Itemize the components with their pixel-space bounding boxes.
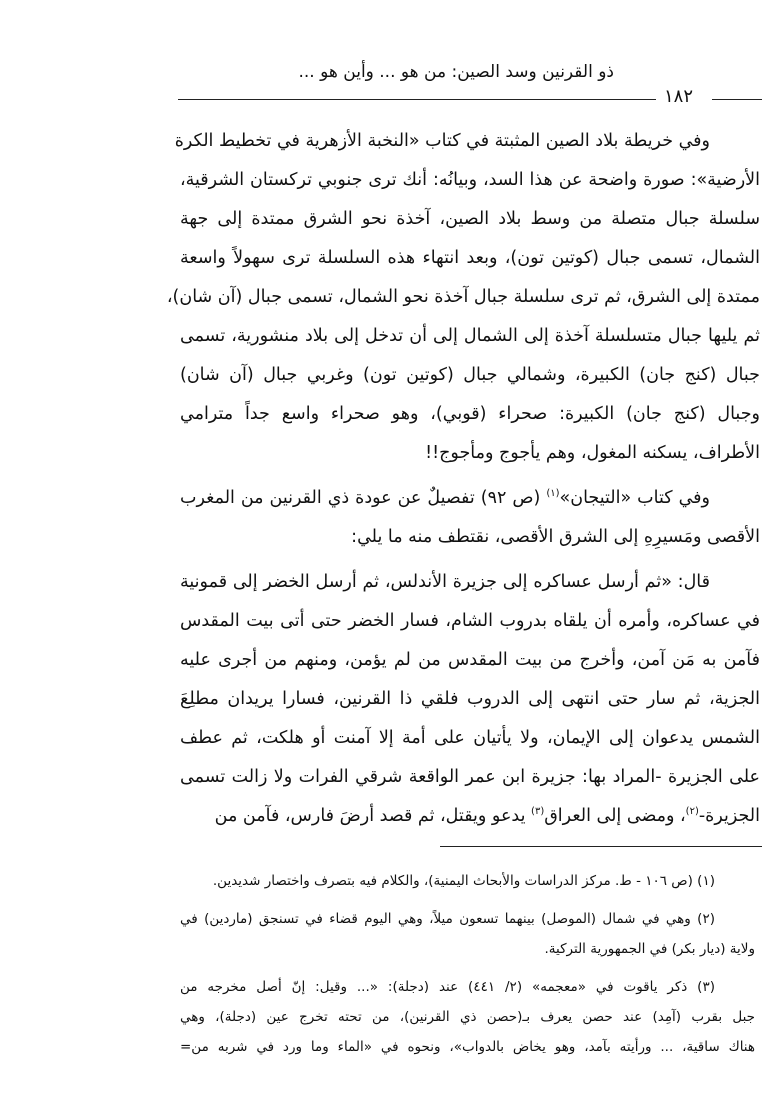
page-number-rule — [712, 99, 762, 100]
paragraph — [180, 479, 760, 557]
footnote-line: (٢) وهي في شمال (الموصل) بينهما تسعون ميلاً، وهي اليوم قضاء في تسنجق (ماردين) في — [180, 911, 715, 927]
running-header-title: ذو القرنين وسد الصين: من هو ... وأين هو ... — [298, 62, 614, 82]
text-line — [180, 563, 760, 602]
text-line — [180, 317, 760, 356]
footnote — [180, 866, 755, 896]
text-line — [180, 479, 760, 518]
footnote-marker: (٣) — [531, 806, 545, 818]
line-text: جبال (كنج جان) الكبيرة، وشمالي جبال (كوتين تون) وغربي جبال (آن شان) — [180, 365, 760, 385]
text-line — [166, 278, 760, 317]
line-text: سلسلة جبال متصلة من وسط بلاد الصين، آخذة نحو الشرق ممتدة إلى جهة — [180, 209, 760, 229]
line-text: وفي كتاب «التيجان» — [559, 488, 710, 508]
text-line — [174, 122, 760, 161]
text-line — [180, 719, 760, 758]
line-text: الأطراف، يسكنه المغول، وهم يأجوج ومأجوج!! — [425, 443, 760, 463]
footnote-line: (٣) ذكر ياقوت في «معجمه» (٢/ ٤٤١) عند (دجلة): «... وقيل: إنّ أصل مخرجه من — [180, 979, 715, 995]
line-text: الجزيرة- — [698, 806, 760, 826]
line-text: قال: «ثم أرسل عساكره إلى جزيرة الأندلس، ثم أرسل الخضر إلى قمونية — [180, 572, 710, 592]
text-line — [180, 239, 760, 278]
line-text: على الجزيرة -المراد بها: جزيرة ابن عمر الواقعة شرقي الفرات ولا زالت تسمى — [180, 767, 760, 787]
text-line — [180, 161, 760, 200]
text-line — [180, 758, 760, 797]
paragraph — [180, 563, 760, 836]
footnote-separator — [440, 846, 762, 847]
line-text: في عساكره، وأمره أن يلقاه بدروب الشام، فسار الخضر حتى أتى بيت المقدس — [180, 611, 760, 631]
line-text: الأقصى ومَسيرِهِ إلى الشرق الأقصى، نقتطف منه ما يلي: — [351, 527, 760, 547]
line-text: ممتدة إلى الشرق، ثم ترى سلسلة جبال آخذة نحو الشمال، تسمى جبال (آن شان)، — [166, 287, 760, 307]
body-text — [166, 122, 760, 842]
line-text: وفي خريطة بلاد الصين المثبتة في كتاب «النخبة الأزهرية في تخطيط الكرة — [174, 131, 710, 151]
text-line — [180, 680, 760, 719]
footnote-marker: (١) — [546, 488, 560, 500]
line-text: الجزية، ثم سار حتى انتهى إلى الدروب فلقي ذا القرنين، فسارا يريدان مطلِعَ — [180, 689, 760, 709]
footnote — [180, 972, 755, 1062]
footnote-line: هناك ساقية، ... ورأيته بآمد، وهو يخاض بالدواب»، ونحوه في «الماء وما ورد في شربه من= — [180, 1039, 755, 1055]
line-text: فآمن به مَن آمن، وأخرج من بيت المقدس من لم يؤمن، ومنهم من أجرى عليه — [180, 650, 760, 670]
line-text: الشمال، تسمى جبال (كوتين تون)، وبعد انتهاء هذه السلسلة ترى سهولاً واسعة — [180, 248, 760, 268]
page-number: ١٨٢ — [664, 86, 694, 107]
line-text: ، ومضى إلى العراق — [544, 806, 686, 826]
line-text: وجبال (كنج جان) الكبيرة: صحراء (قوبي)، وهو صحراء واسع جداً مترامي — [180, 404, 760, 424]
footnote-line: جبل بقرب (آمِد) عند حصن يعرف بـ(حصن ذي القرنين)، من تحته تخرج عين (دجلة)، وهي — [180, 1009, 755, 1025]
header-rule — [178, 99, 656, 100]
line-text: الشمس يدعوان إلى الإيمان، ولا يأتيان على أمة إلا آمنت أو هلكت، ثم عطف — [180, 728, 760, 748]
text-line — [180, 797, 760, 836]
text-line — [180, 200, 760, 239]
footnote-line: (١) (ص ١٠٦ - ط. مركز الدراسات والأبحاث اليمنية)، والكلام فيه بتصرف واختصار شديدين. — [212, 873, 715, 889]
text-line — [180, 641, 760, 680]
footnote — [180, 904, 755, 964]
paragraph — [166, 122, 760, 473]
line-text: ثم يليها جبال متسلسلة آخذة إلى الشمال إلى أن تدخل إلى بلاد منشورية، تسمى — [180, 326, 760, 346]
text-line — [180, 518, 760, 557]
text-line — [180, 356, 760, 395]
text-line — [180, 395, 760, 434]
line-text: (ص ٩٢) تفصيلٌ عن عودة ذي القرنين من المغرب — [180, 488, 547, 508]
text-line — [180, 602, 760, 641]
footnotes — [180, 866, 755, 1070]
line-text: يدعو ويقتل، ثم قصد أرضَ فارس، فآمن من — [214, 806, 532, 826]
footnote-marker: (٢) — [685, 806, 699, 818]
line-text: الأرضية»: صورة واضحة عن هذا السد، وبيانُه: أنك ترى جنوبي تركستان الشرقية، — [180, 170, 760, 190]
footnote-line: ولاية (ديار بكر) في الجمهورية التركية. — [544, 941, 755, 957]
text-line — [180, 434, 760, 473]
